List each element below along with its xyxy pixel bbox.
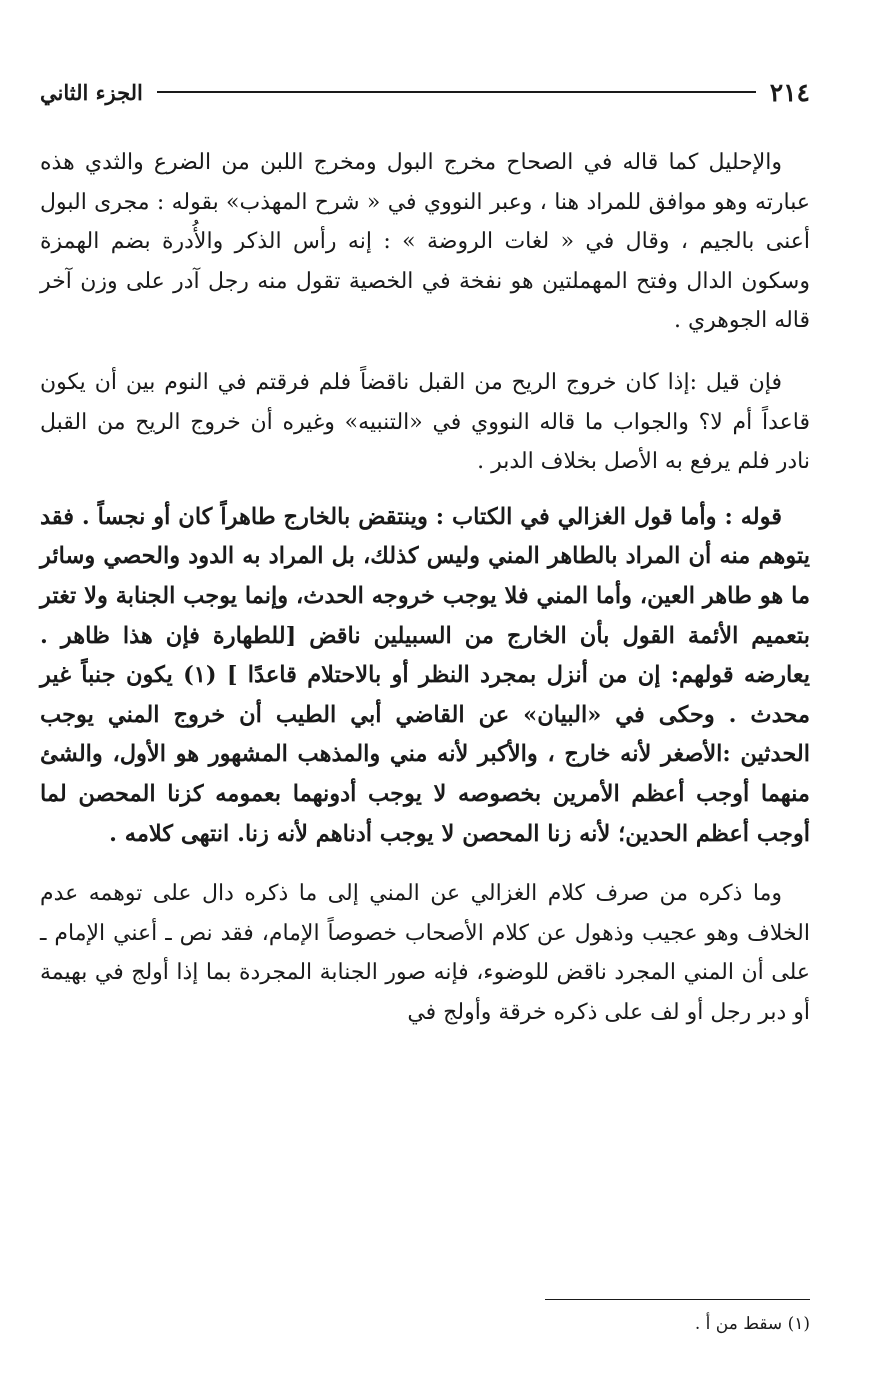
header-rule [157, 91, 756, 93]
footnote: (١) سقط من أ . [694, 1314, 810, 1334]
page-header [40, 72, 810, 112]
footnote-rule [545, 1299, 810, 1300]
paragraph-2: فإن قيل :إذا كان خروج الريح من القبل ناقضاً فلم فرقتم في النوم بين أن يكون قاعداً أم لا؟ والجواب ما قاله النووي في «التنبيه» وغيره أن خروج الريح من القبل نادر فلم يرفع به الأصل بخلاف الدبر . [40, 369, 810, 475]
running-title: الجزء الثاني [40, 79, 143, 105]
paragraph-4: وما ذكره من صرف كلام الغزالي عن المني إلى ما ذكره دال على توهمه عدم الخلاف وهو عجيب وذهول عن كلام الأصحاب خصوصاً الإمام، فقد نص ـ أعني الإمام ـ على أن المني المجرد ناقض للوضوء، فإنه صور الجنابة المجردة بما إذا أولج في بهيمة أو دبر رجل أو لف على ذكره خرقة وأولج في [40, 881, 810, 1025]
page-number: ٢١٤ [769, 77, 810, 107]
paragraph-1: والإحليل كما قاله في الصحاح مخرج البول ومخرج اللبن من الضرع والثدي هذه عبارته وهو موافق للمراد هنا ، وعبر النووي في « شرح المهذب» بقوله : مجرى البول أعنى بالجيم ، وقال في « لغات الروضة » : إنه رأس الذكر والأُدرة بضم الهمزة وسكون الدال وفتح المهملتين هو نفخة في الخصية تقول منه رجل آدر على وزن آخر قاله الجوهري . [40, 150, 810, 334]
page-body [40, 143, 810, 1032]
paragraph-3-bold-quote: قوله : وأما قول الغزالي في الكتاب : وينتقض بالخارج طاهراً كان أو نجساً . فقد يتوهم منه أن المراد بالطاهر المني وليس كذلك، بل المراد به الدود والحصي وسائر ما هو طاهر العين، وأما المني فلا يوجب خروجه الحدث، وإنما يوجب الجنابة ولا تغتر بتعميم الأئمة القول بأن الخارج من السبيلين ناقض [للطهارة فإن هذا ظاهر . يعارضه قولهم: إن من أنزل بمجرد النظر أو بالاحتلام قاعدًا ] (١) يكون جنباً غير محدث . وحكى في «البيان» عن القاضي أبي الطيب أن خروج المني يوجب الحدثين :الأصغر لأنه خارج ، والأكبر لأنه مني والمذهب المشهور هو الأول، والشئ منهما أوجب أعظم الأمرين بخصوصه لا يوجب أدونهما بعمومه كزنا المحصن لما أوجب أعظم الحدين؛ لأنه زنا المحصن لا يوجب أدناهم لأنه زنا. انتهى كلامه . [40, 503, 811, 847]
